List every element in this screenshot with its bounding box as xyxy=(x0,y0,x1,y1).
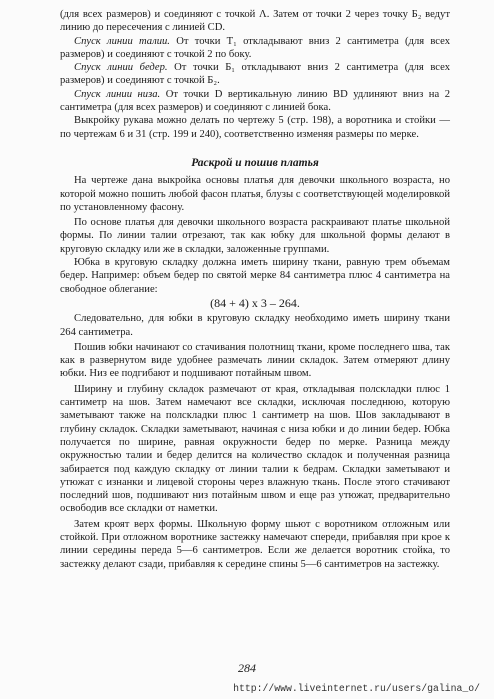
paragraph-hip-drop xyxy=(60,61,450,88)
run-in-heading-hem: Спуск линии низа. xyxy=(74,88,161,100)
paragraph-waist-drop xyxy=(60,35,450,62)
paragraph-intro: На чертеже дана выкройка основы платья для девочки школьного возраста, но которой можно пошить любой фасон платья, блузы с соответствующей моделировкой по установленному фасону. xyxy=(60,175,450,213)
paragraph-hem-drop-text: От точки D вертикальную линию BD удлиняют вниз на 2 сантиметра (для всех размеров) и соединяют с линией бока. xyxy=(60,88,450,114)
paragraph-top: Затем кроят верх формы. Школьную форму шьют с воротником отложным или стойкой. При отложном воротнике застежку намечают спереди, прибавляя при крое к линии середины переда 5—6 сантиметров. Если же делается воротник стойка, то застежку делают сзади, прибавляя к середине спины 5—6 сантиметров на застежку. xyxy=(60,518,450,570)
paragraph-school-dress: По основе платья для девочки школьного возраста раскраивают платье школьной формы. По линии талии отрезают, так как юбку для школьной формы делают в круговую складку или же в складки, заложенные группами. xyxy=(60,217,450,255)
paragraph-1: (для всех размеров) и соединяют с точкой Λ. Затем от точки 2 через точку Б₂ ведут линию до пересечения с линией CD. xyxy=(60,9,450,34)
paragraph-skirt-width: Юбка в круговую складку должна иметь ширину ткани, равную трем объемам бедер. Например: объем бедер по святой мерке 84 сантиметра плюс 4 сантиметра на свободное облегание: xyxy=(60,257,450,295)
paragraph-sewing-skirt: Пошив юбки начинают со стачивания полотнищ ткани, кроме последнего шва, так как в развернутом виде удобнее размечать линии складок. Затем отмеряют длину юбки. Низ ее подгибают и подшивают потайным швом. xyxy=(60,341,450,380)
formula: (84 + 4) x 3 – 264. xyxy=(210,295,300,310)
paragraph-waist-drop-text: От точки T₁ откладывают вниз 2 сантиметра (для всех размеров) и соединяют с точкой 2 по боку. xyxy=(60,35,450,60)
run-in-heading-waist: Спуск линии талии. xyxy=(74,35,170,47)
run-in-heading-hip: Спуск линии бедер. xyxy=(74,62,168,74)
paragraph-hem-drop xyxy=(60,88,450,115)
section-heading: Раскрой и пошив платья xyxy=(191,156,319,169)
paragraph-pleats: Ширину и глубину складок размечают от края, откладывая полскладки плюс 1 сантиметр на шов. Затем намечают все складки, исключая последнюю, которую заметывают также на полскладки плюс 1 сантиметр на шов. Шов закладывают в глубину складок. Складки заметывают, начиная с низа юбки и до линии бедер. Юбка получается по ширине, равная окружности бедер по мерке. Разница между окружностью талии и бедер делится на количество складок и полученная разница забирается под каждую складку от линии талии к бедрам. Складки заметывают и утюжат с изнанки и лицевой стороны через влажную ткань. После этого стачивают последний шов, подшивают низ потайным швом и еще раз утюжат, предварительно освободив все складки от наметки. xyxy=(60,383,450,515)
paragraph-consequently: Следовательно, для юбки в круговую складку необходимо иметь ширину ткани 264 сантиметра. xyxy=(60,313,450,338)
source-url-watermark: http://www.liveinternet.ru/users/galina_o/ xyxy=(233,683,480,694)
paragraph-sleeve: Выкройку рукава можно делать по чертежу 5 (стр. 198), а воротника и стойки — по чертежам 6 и 31 (стр. 199 и 240), соответственно изменяя размеры по мерке. xyxy=(60,115,450,140)
paragraph-hip-drop-text: От точки Б₁ откладывают вниз 2 сантиметра (для всех размеров) и соединяют с точкой Б₂. xyxy=(60,62,450,87)
page-number: 284 xyxy=(238,661,256,675)
text-column xyxy=(60,8,450,571)
